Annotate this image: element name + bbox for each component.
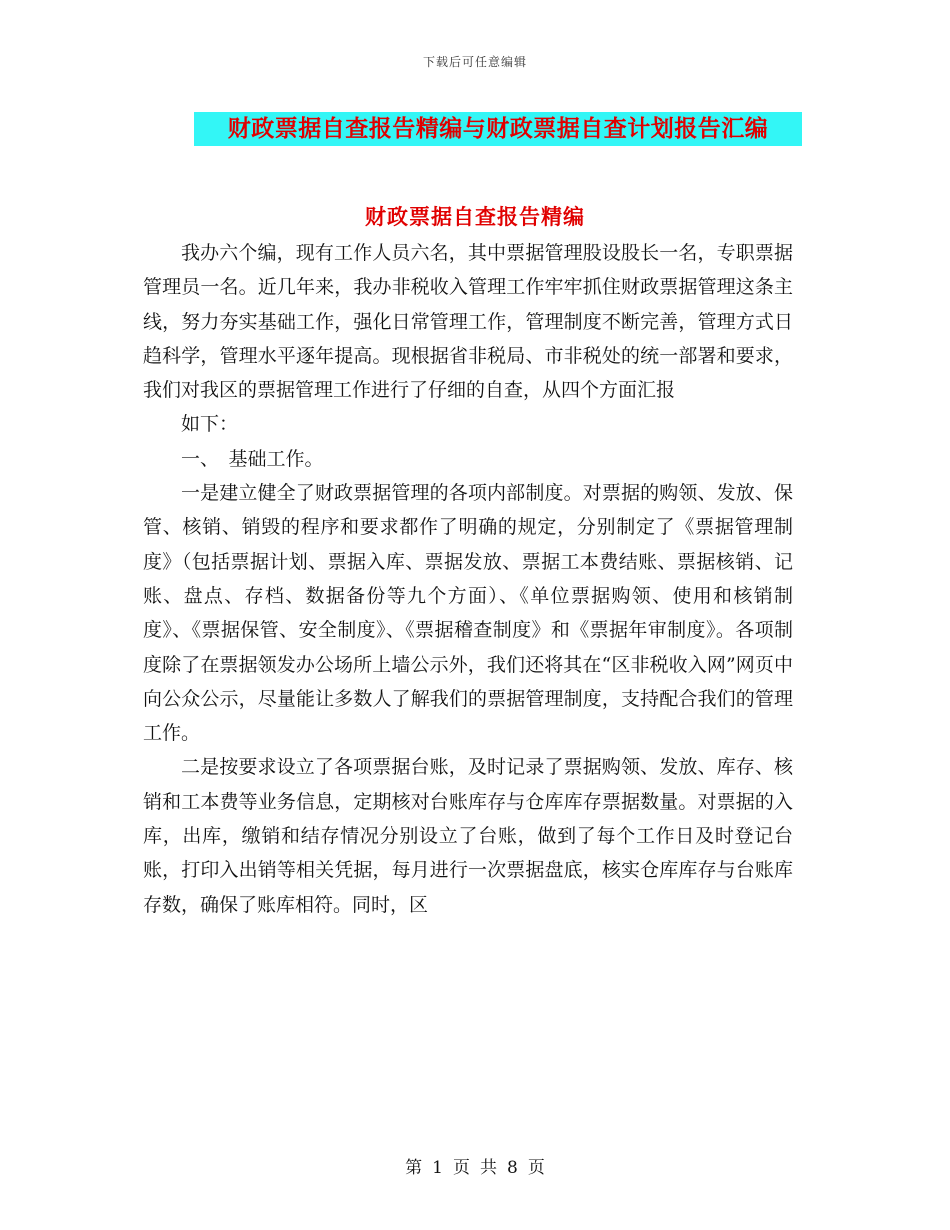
page-total-number: 8 (507, 1158, 518, 1178)
paragraph-intro: 我办六个编，现有工作人员六名，其中票据管理股设股长一名，专职票据管理员一名。近几年来，我办非税收入管理工作牢牢抓住财政票据管理这条主线，努力夯实基础工作，强化日常管理工作，管理制度不断完善，管理方式日趋科学，管理水平逐年提高。现根据省非税局、市非税处的统一部署和要求，我们对我区的票据管理工作进行了仔细的自查，从四个方面汇报 (143, 242, 793, 402)
main-title-highlight (194, 112, 802, 146)
section-heading-basic-work: 一、 基础工作。 (181, 447, 324, 470)
page-label-suffix: 页 (527, 1158, 545, 1178)
body-text (143, 236, 793, 922)
page-label-mid2: 共 (480, 1158, 497, 1178)
page-footer (0, 1153, 950, 1178)
main-title: 财政票据自查报告精编与财政票据自查计划报告汇编 (227, 116, 769, 142)
paragraph-as-follows: 如下： (181, 413, 239, 436)
page-label-prefix: 第 (405, 1158, 423, 1178)
paragraph-first-point: 一是建立健全了财政票据管理的各项内部制度。对票据的购领、发放、保管、核销、销毁的程序和要求都作了明确的规定，分别制定了《票据管理制度》（包括票据计划、票据入库、票据发放、票据工本费结账、票据核销、记账、盘点、存档、数据备份等九个方面）、《单位票据购领、使用和核销制度》、《票据保管、安全制度》、《票据稽查制度》和《票据年审制度》。各项制度除了在票据领发办公场所上墙公示外，我们还将其在“区非税收入网”网页中向公众公示，尽量能让多数人了解我们的票据管理制度，支持配合我们的管理工作。 (143, 482, 793, 745)
paragraph-second-point: 二是按要求设立了各项票据台账，及时记录了票据购领、发放、库存、核销和工本费等业务信息，定期核对台账库存与仓库库存票据数量。对票据的入库，出库，缴销和结存情况分别设立了台账，做到了每个工作日及时登记台账，打印入出销等相关凭据，每月进行一次票据盘底，核实仓库库存与台账库存数，确保了账库相符。同时，区 (143, 756, 793, 916)
header-note: 下载后可任意编辑 (422, 55, 527, 69)
sub-title: 财政票据自查报告精编 (365, 205, 585, 229)
page-current-number: 1 (432, 1158, 443, 1178)
page-label-mid1: 页 (453, 1158, 470, 1178)
